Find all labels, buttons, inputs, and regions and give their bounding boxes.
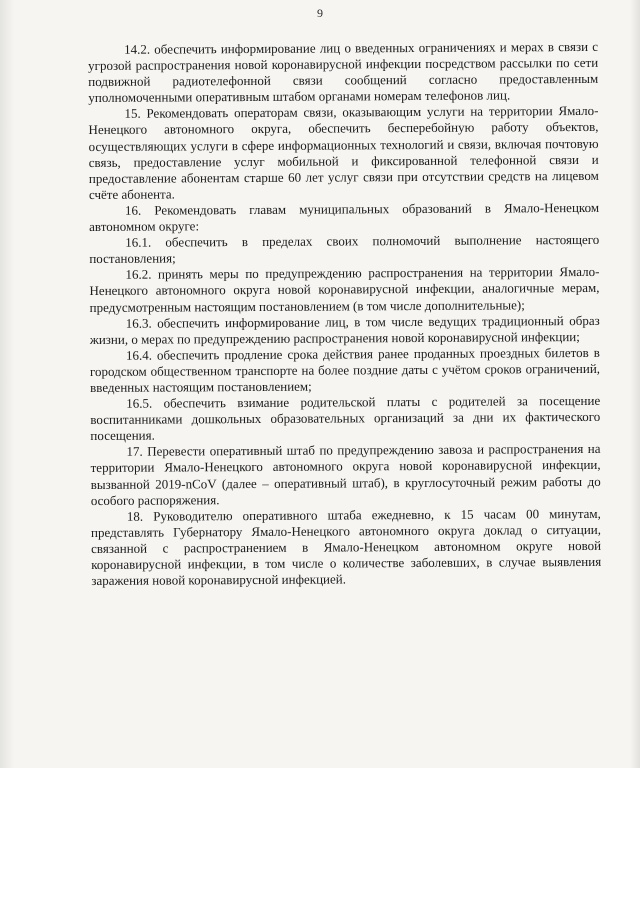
paragraph-17: 17. Перевести оперативный штаб по предупреждению завоза и распространения на территории Ямало-Ненецкого автономного округа новой коронавирусной инфекции, вызванной 2019-nCoV (далее – оперативный штаб), в круглосуточный режим работы до особого распоряжения. — [90, 441, 601, 508]
scan-shadow-left — [0, 0, 14, 768]
paragraph-16-3: 16.3. обеспечить информирование лиц, в том числе ведущих традиционный образ жизни, о мерах по предупреждению распространения новой коронавирусной инфекции; — [89, 312, 600, 347]
paragraph-15: 15. Рекомендовать операторам связи, оказывающим услуги на территории Ямало-Ненецкого автономного округа, обеспечить бесперебойную работу объектов, осуществляющих услуги в сфере информационных технологий и связи, включая почтовую связь, предоставление услуг мобильной и фиксированной телефонной связи и предоставление абонентам старше 60 лет услуг связи при отсутствии средств на лицевом счёте абонента. — [88, 103, 599, 202]
paragraph-16-5: 16.5. обеспечить взимание родительской платы с родителей за посещение воспитанниками дошкольных образовательных организаций за дни их фактического посещения. — [90, 392, 601, 444]
document-body — [88, 39, 601, 589]
paragraph-16: 16. Рекомендовать главам муниципальных образований в Ямало-Ненецком автономном округе: — [89, 199, 600, 235]
scan-shadow-right — [630, 0, 640, 768]
paragraph-14-2: 14.2. обеспечить информирование лиц о введенных ограничениях и мерах в связи с угрозой распространения новой коронавирусной инфекции посредством рассылки по сети подвижной радиотелефонной связи сообщений согласно предоставленным уполномоченными оперативным штабом органами номерам телефонов лиц. — [88, 38, 599, 106]
paragraph-16-1: 16.1. обеспечить в пределах своих полномочий выполнение настоящего постановления; — [89, 232, 600, 267]
paragraph-16-4: 16.4. обеспечить продление срока действия ранее проданных проездных билетов в городском общественном транспорте на более поздние даты с учётом сроков ограничений, введенных настоящим постановлением; — [89, 344, 601, 395]
page-number: 9 — [317, 6, 323, 20]
blank-area — [0, 768, 640, 905]
paragraph-16-2: 16.2. принять меры по предупреждению распространения на территории Ямало-Ненецкого автономного округа новой коронавирусной инфекции, аналогичные мерам, предусмотренным настоящим постановлением (в том числе дополнительные); — [89, 264, 600, 315]
paragraph-18: 18. Руководителю оперативного штаба ежедневно, к 15 часам 00 минутам, представлять Губернатору Ямало-Ненецкого автономного округа доклад о ситуации, связанной с распространением в Ямало-Ненецком автономном округе новой коронавирусной инфекции, в том числе о количестве заболевших, в случае выявления заражения новой коронавирусной инфекцией. — [90, 505, 602, 589]
